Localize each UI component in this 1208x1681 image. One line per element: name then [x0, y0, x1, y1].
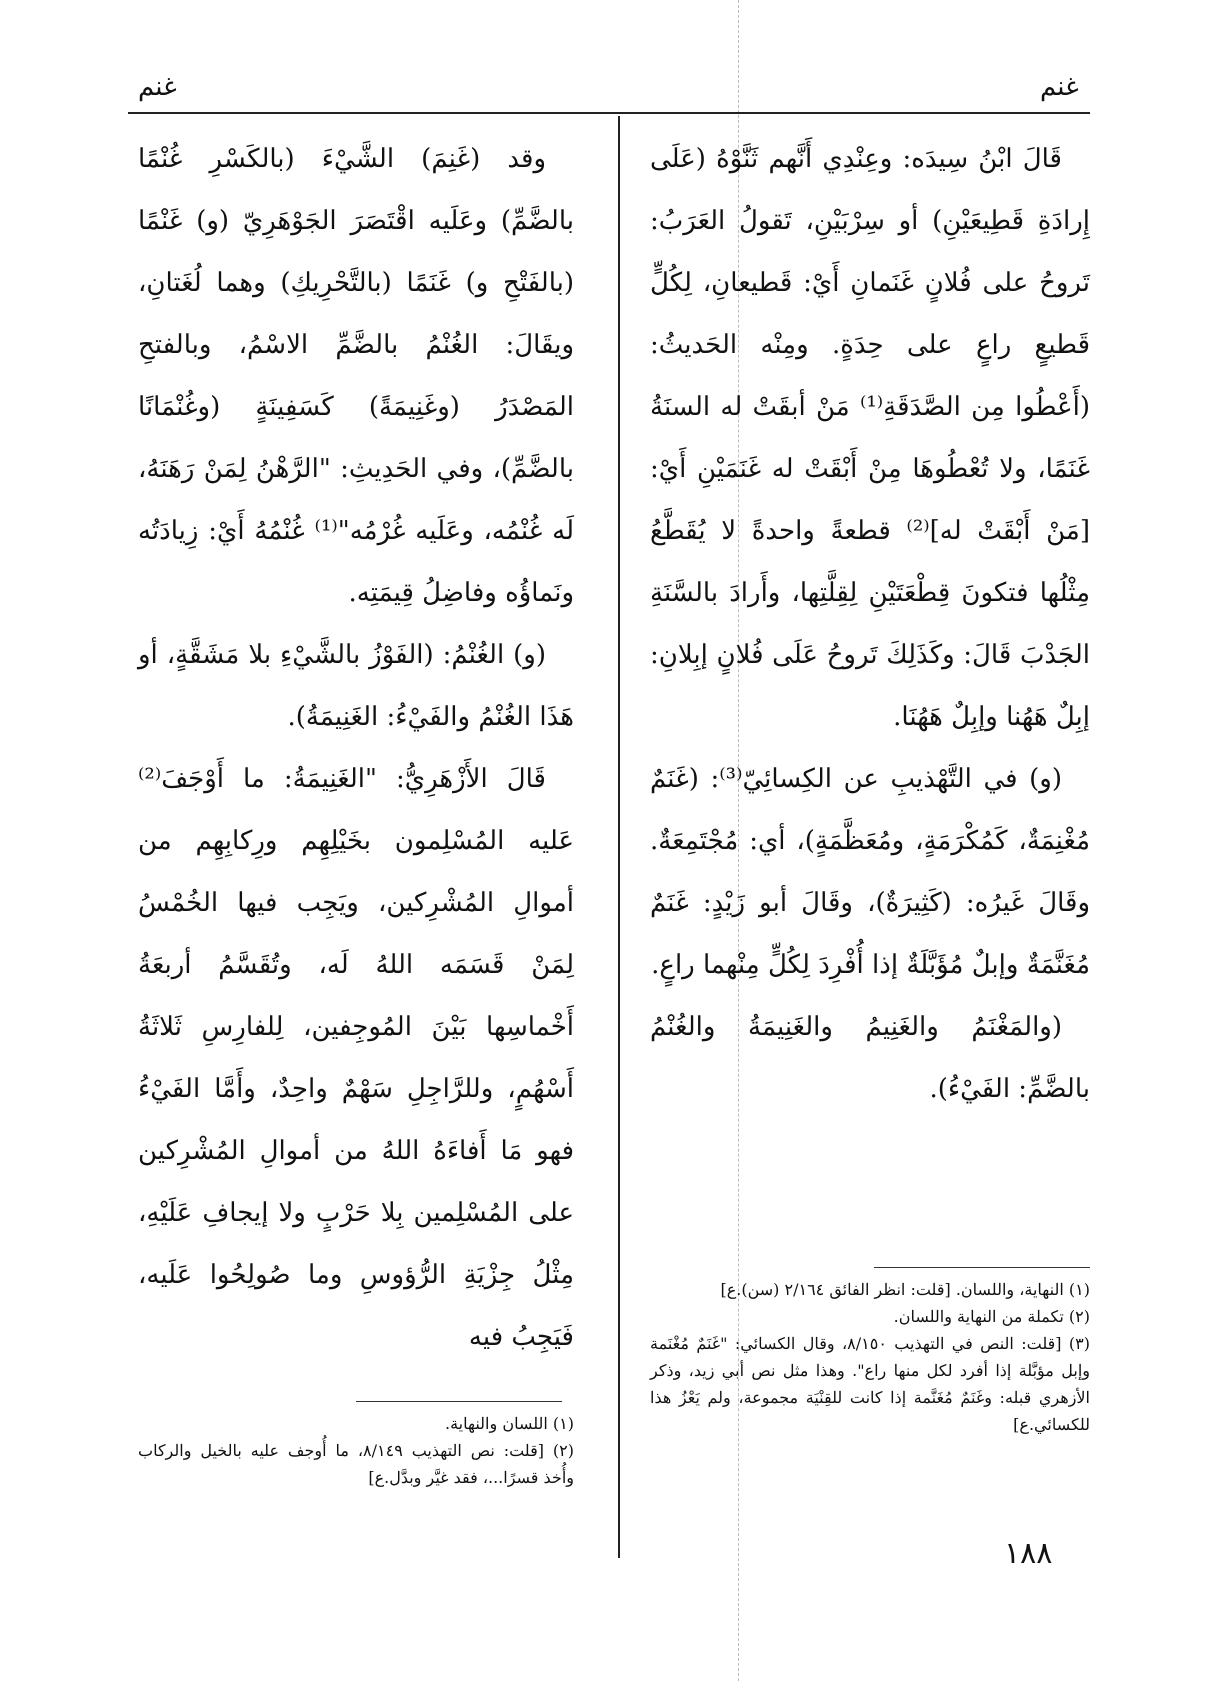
footnote: (٣) [قلت: النص في التهذيب ٨/١٥٠، وقال الكسائي: "غَنَمٌ مُغْنَمة وإبل مؤبَّلة إذا أفرد لكل منها راع". وهذا مثل نص أبي زيد، وذكر الأزهري قبله: وغَنَمٌ مُغَنَّمة إذا كانت للقِنْيَة مجموعة، ولم يَعْزُ هذا للكسائي.ع]: [650, 1334, 1091, 1434]
footnote: (١) اللسان والنهاية.: [444, 1414, 574, 1433]
footnote: (١) النهاية، واللسان. [قلت: انظر الفائق ٢/١٦٤ (سن).ع]: [720, 1280, 1090, 1299]
running-head-left: غنم: [138, 72, 177, 102]
footnote: (٢) تكملة من النهاية واللسان.: [893, 1307, 1090, 1326]
page-number: ١٨٨: [1004, 1536, 1053, 1571]
left-paragraph: وقد (غَنِمَ) الشَّيْءَ (بالكَسْرِ غُنْمًا بالضَّمِّ) وعَلَيه اقْتَصَرَ الجَوْهَرِيّ (و) غَنْمًا (بالفَتْحِ و) غَنَمًا (بالتَّحْرِيكِ) وهما لُغَتانِ، ويقَالَ: الغُنْمُ بالضَّمِّ الاسْمُ، وبالفتحِ المَصْدَرُ (وغَنِيمَةً) كَسَفِينَةٍ (وغُنْمَانًا بالضَّمِّ)، وفي الحَدِيثِ: "الرَّهْنُ لِمَنْ رَهَنَهُ، لَه غُنْمُه، وعَلَيه غُرْمُه"⁽¹⁾ غُنْمُهُ أَيْ: زِيادَتُه ونَماؤُه وفاضِلُ قِيمَتِه.: [138, 144, 574, 608]
header-rule: [128, 112, 1090, 114]
right-paragraph: (والمَغْنَمُ والغَنِيمُ والغَنِيمَةُ والغُنْمُ بالضَّمِّ: الفَيْءُ).: [650, 1012, 1090, 1104]
column-divider: [618, 116, 620, 1558]
right-column-text: [650, 128, 1090, 1120]
footnote: (٢) [قلت: نص التهذيب ٨/١٤٩، ما أُوجف عليه بالخيل والركاب وأُخذ قسرًا...، فقد غيَّر وبدَّل.ع]: [138, 1441, 574, 1487]
footnotes-right: [650, 1276, 1090, 1438]
footnote-rule-left: [356, 1401, 562, 1402]
footnote-rule-right: [874, 1267, 1090, 1268]
footnotes-left: [138, 1410, 574, 1491]
left-column-text: [138, 128, 574, 1368]
left-paragraph: (و) الغُنْمُ: (الفَوْزُ بالشَّيْءِ بلا مَشَقَّةٍ، أو هَذَا الغُنْمُ والفَيْءُ: الغَنِيمَةُ).: [138, 640, 574, 732]
left-paragraph: قَالَ الأَزْهَرِيُّ: "الغَنِيمَةُ: ما أَوْجَفَ⁽²⁾ عَليه المُسْلِمون بخَيْلِهِم ورِكابِهِم من أموالِ المُشْرِكين، ويَجِب فيها الخُمْسُ لِمَنْ قَسَمَه اللهُ لَه، وتُقَسَّمُ أربعَةُ أَخْماسِها بَيْنَ المُوجِفين، لِلفارِسِ ثَلاثَةُ أَسْهُمٍ، وللرَّاجِلِ سَهْمٌ واحِدٌ، وأَمَّا الفَيْءُ فهو مَا أَفاءَهُ اللهُ من أموالِ المُشْرِكين على المُسْلِمين بِلا حَرْبٍ ولا إيجافِ عَلَيْهِ، مِثْلُ جِزْيَةِ الرُّؤوسِ وما صُولِحُوا عَلَيه، فَيَجِبُ فيه: [138, 764, 574, 1352]
right-paragraph: قَالَ ابْنُ سِيدَه: وعِنْدِي أَنَّهم ثَنَّوْهُ (عَلَى إِرادَةِ قَطِيعَيْنِ) أو سِرْبَيْنِ، تَقولُ العَرَبُ: تَروحُ على فُلانٍ غَنَمانِ أَيْ: قَطيعانِ، لِكُلٍّ قَطيعٍ راعٍ على حِدَةٍ. ومِنْه الحَديثُ: (أَعْطُوا مِن الصَّدَقَةِ⁽¹⁾ مَنْ أبقَتْ له السنَةُ غَنَمًا، ولا تُعْطُوهَا مِنْ أَبْقَتْ له غَنَمَيْنِ أَيْ: [مَنْ أَبْقَتْ له]⁽²⁾ قطعةً واحدةً لا يُقَطَّعُ مِثْلُها فتكونَ قِطْعَتَيْنِ لِقِلَّتِها، وأَرادَ بالسَّنَةِ الجَدْبَ قَالَ: وكَذَلِكَ تَروحُ عَلَى فُلانٍ إبِلانِ: إبِلٌ هَهُنا وإبِلٌ هَهُنَا.: [650, 144, 1090, 732]
right-paragraph: (و) في التَّهْذيبِ عن الكِسائِيّ⁽³⁾: (غَنَمٌ مُغْنِمَةٌ، كَمُكْرَمَةٍ، ومُعَظَّمَةٍ)، أي: مُجْتَمِعَةٌ. وقَالَ غَيرُه: (كَثِيرَةٌ)، وقَالَ أبو زَيْدٍ: غَنَمٌ مُغَنَّمَةٌ وإبلٌ مُؤَبَّلَةٌ إذا أُفْرِدَ لِكُلٍّ مِنْهما راعٍ.: [650, 764, 1090, 980]
running-head-right: غنم: [1040, 72, 1079, 102]
